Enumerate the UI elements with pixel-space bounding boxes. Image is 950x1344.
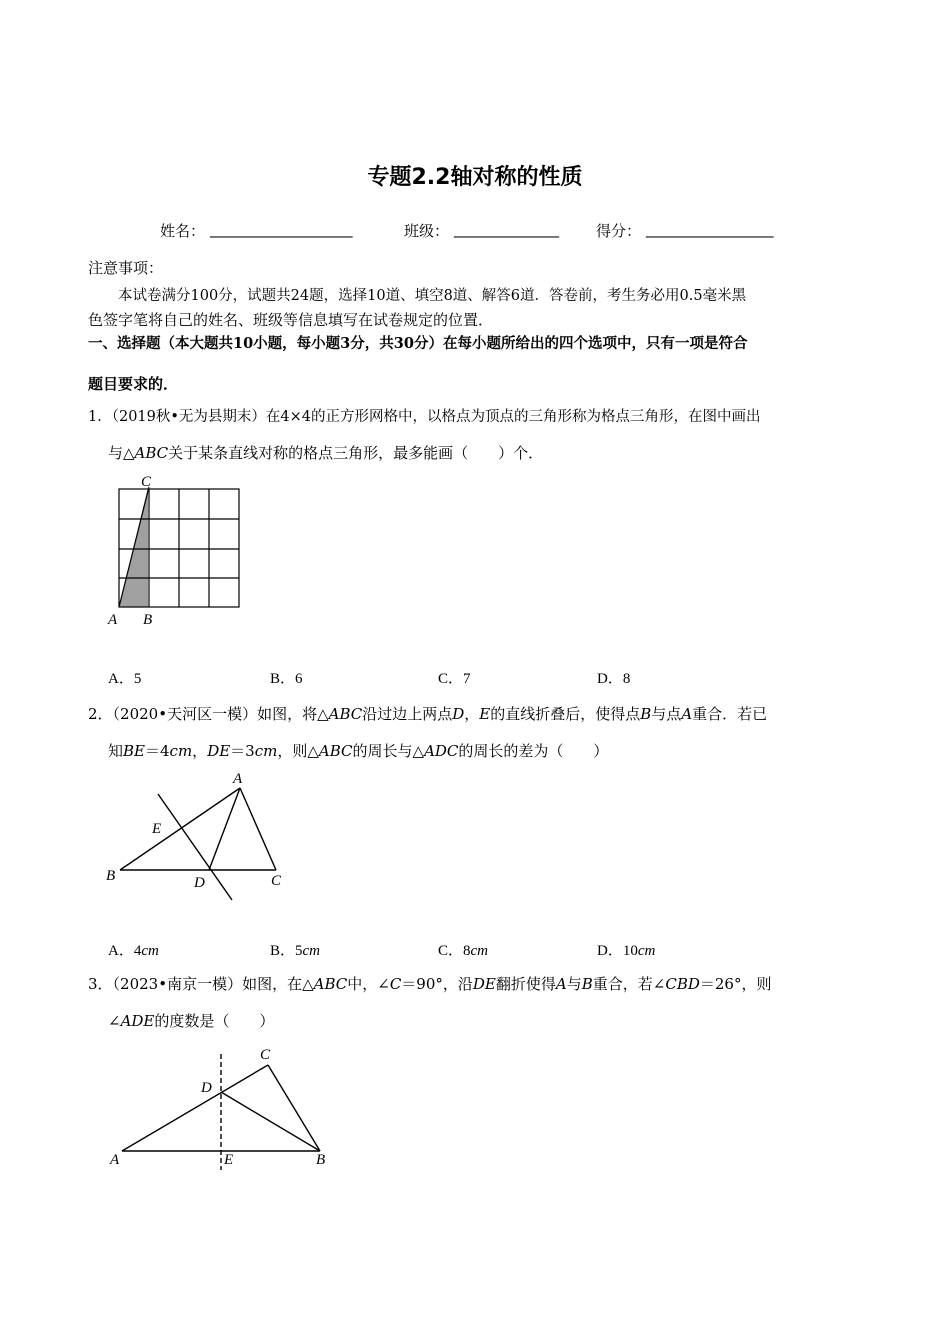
q1-line2-abc: ABC xyxy=(134,444,169,462)
q2-l2-f: 的周长与△ xyxy=(352,742,425,760)
q3-line1 xyxy=(88,974,771,994)
score-blank: _________________ xyxy=(646,220,774,238)
q3-label-e: E xyxy=(224,1152,234,1168)
q2-option-b: B．5cm xyxy=(270,943,321,959)
q2-label-d: D xyxy=(194,875,205,891)
q1-line2-b: 关于某条直线对称的格点三角形，最多能画（ ）个． xyxy=(168,444,544,462)
q2-line2 xyxy=(108,741,608,761)
q2-l2-d: ＝3 xyxy=(230,742,255,760)
q3-l2-b: 的度数是（ ） xyxy=(154,1012,275,1030)
q3-l1-d: ＝90°，沿 xyxy=(401,975,473,993)
q3-side-ac xyxy=(122,1065,268,1151)
q2-l2-be: BE xyxy=(123,742,145,760)
name-blank: ___________________ xyxy=(210,220,353,238)
q2-l2-cm1: cm xyxy=(169,742,193,760)
q2-l2-c: ， xyxy=(192,742,208,760)
q2-l2-de: DE xyxy=(207,742,231,760)
q2-option-a: A．4cm xyxy=(108,943,159,959)
q2-option-d: D．10cm xyxy=(597,943,656,959)
q2-label-a: A xyxy=(233,771,243,787)
q3-figure-triangle xyxy=(100,1040,340,1175)
q2-l2-cm2: cm xyxy=(254,742,278,760)
q2-figure-triangle xyxy=(100,765,300,910)
q3-label-d: D xyxy=(201,1080,212,1096)
notice-line2: 色签字笔将自己的姓名、班级等信息填写在试卷规定的位置． xyxy=(88,311,494,329)
q1-figure-grid xyxy=(100,470,250,632)
q3-side-cb xyxy=(268,1065,320,1151)
q2-l2-adc: ADC xyxy=(424,742,459,760)
q3-l1-b: 中，∠ xyxy=(347,975,390,993)
q3-l1-abc: ABC xyxy=(313,975,348,993)
notice-line1: 本试卷满分100分，试题共24题，选择10道、填空8道、解答6道．答卷前，考生务必用0.5毫米黑 xyxy=(118,288,747,304)
q2-l1-f: 重合．若已 xyxy=(692,705,768,723)
q3-line2 xyxy=(108,1011,274,1031)
q2-label-e: E xyxy=(152,821,162,837)
q3-l1-f: 与 xyxy=(566,975,582,993)
q2-l2-e: ，则△ xyxy=(277,742,319,760)
q2-l1-b: 沿过边上两点 xyxy=(362,705,453,723)
q3-l2-ade: ADE xyxy=(120,1012,155,1030)
q1-label-c: C xyxy=(141,474,152,490)
q3-label-c: C xyxy=(260,1047,271,1063)
q2-label-b: B xyxy=(106,868,116,884)
q2-line1 xyxy=(88,704,767,724)
q3-l1-c: C xyxy=(389,975,402,993)
q3-l1-g: 重合，若∠ xyxy=(592,975,666,993)
q2-l2-abc: ABC xyxy=(318,742,353,760)
q1-line1: 1．（2019秋•无为县期末）在4×4的正方形网格中，以格点为顶点的三角形称为格点三角形，在图中画出 xyxy=(88,409,761,425)
q2-l1-d: D xyxy=(452,705,465,723)
name-label: 姓名： xyxy=(160,222,206,240)
q2-l2-b: ＝4 xyxy=(145,742,170,760)
q2-side-ba xyxy=(120,788,240,870)
q2-side-ac xyxy=(240,788,276,870)
q3-l1-h: ＝26°，则 xyxy=(699,975,772,993)
q3-l2-a: ∠ xyxy=(108,1012,121,1030)
page-title: 专题2.2轴对称的性质 xyxy=(367,165,583,190)
q2-l1-bpt: B xyxy=(640,705,652,723)
q3-segment-db xyxy=(221,1092,320,1151)
q1-line2 xyxy=(108,443,543,463)
q3-l1-apt: A xyxy=(555,975,567,993)
q2-l1-abc: ABC xyxy=(328,705,363,723)
q1-option-b: B．6 xyxy=(270,671,303,687)
q1-option-a: A．5 xyxy=(108,671,142,687)
q3-l1-bpt: B xyxy=(581,975,593,993)
q3-label-b: B xyxy=(316,1152,326,1168)
q2-l1-e2: 与点 xyxy=(651,705,682,723)
q2-l1-c: ， xyxy=(464,705,480,723)
section1-line2: 题目要求的． xyxy=(88,375,179,393)
q3-l1-cbd: CBD xyxy=(665,975,700,993)
q1-option-d: D．8 xyxy=(597,671,631,687)
q2-l1-a: 2．（2020•天河区一模）如图，将△ xyxy=(88,705,329,723)
q2-l2-g: 的周长的差为（ ） xyxy=(458,742,609,760)
q2-label-c: C xyxy=(271,873,282,889)
q1-option-c: C．7 xyxy=(438,671,471,687)
q3-l1-e: 翻折使得 xyxy=(495,975,556,993)
q1-label-b: B xyxy=(143,612,153,628)
q1-label-a: A xyxy=(108,612,118,628)
q2-l1-e: E xyxy=(479,705,491,723)
class-label: 班级： xyxy=(404,222,450,240)
q2-l1-d2: 的直线折叠后，使得点 xyxy=(490,705,641,723)
score-label: 得分： xyxy=(596,222,642,240)
q1-line2-a: 与△ xyxy=(108,444,135,462)
q2-segment-ad xyxy=(209,788,240,870)
section1-line1: 一、选择题（本大题共10小题，每小题3分，共30分）在每小题所给出的四个选项中，只有一项是符合 xyxy=(88,335,748,352)
q3-l1-de: DE xyxy=(472,975,496,993)
q2-option-c: C．8cm xyxy=(438,943,489,959)
notice-heading: 注意事项： xyxy=(88,259,164,277)
q2-l2-a: 知 xyxy=(108,742,124,760)
q3-label-a: A xyxy=(110,1152,120,1168)
class-blank: ______________ xyxy=(454,220,559,238)
q3-l1-a: 3．（2023•南京一模）如图，在△ xyxy=(88,975,314,993)
q2-l1-apt: A xyxy=(681,705,693,723)
